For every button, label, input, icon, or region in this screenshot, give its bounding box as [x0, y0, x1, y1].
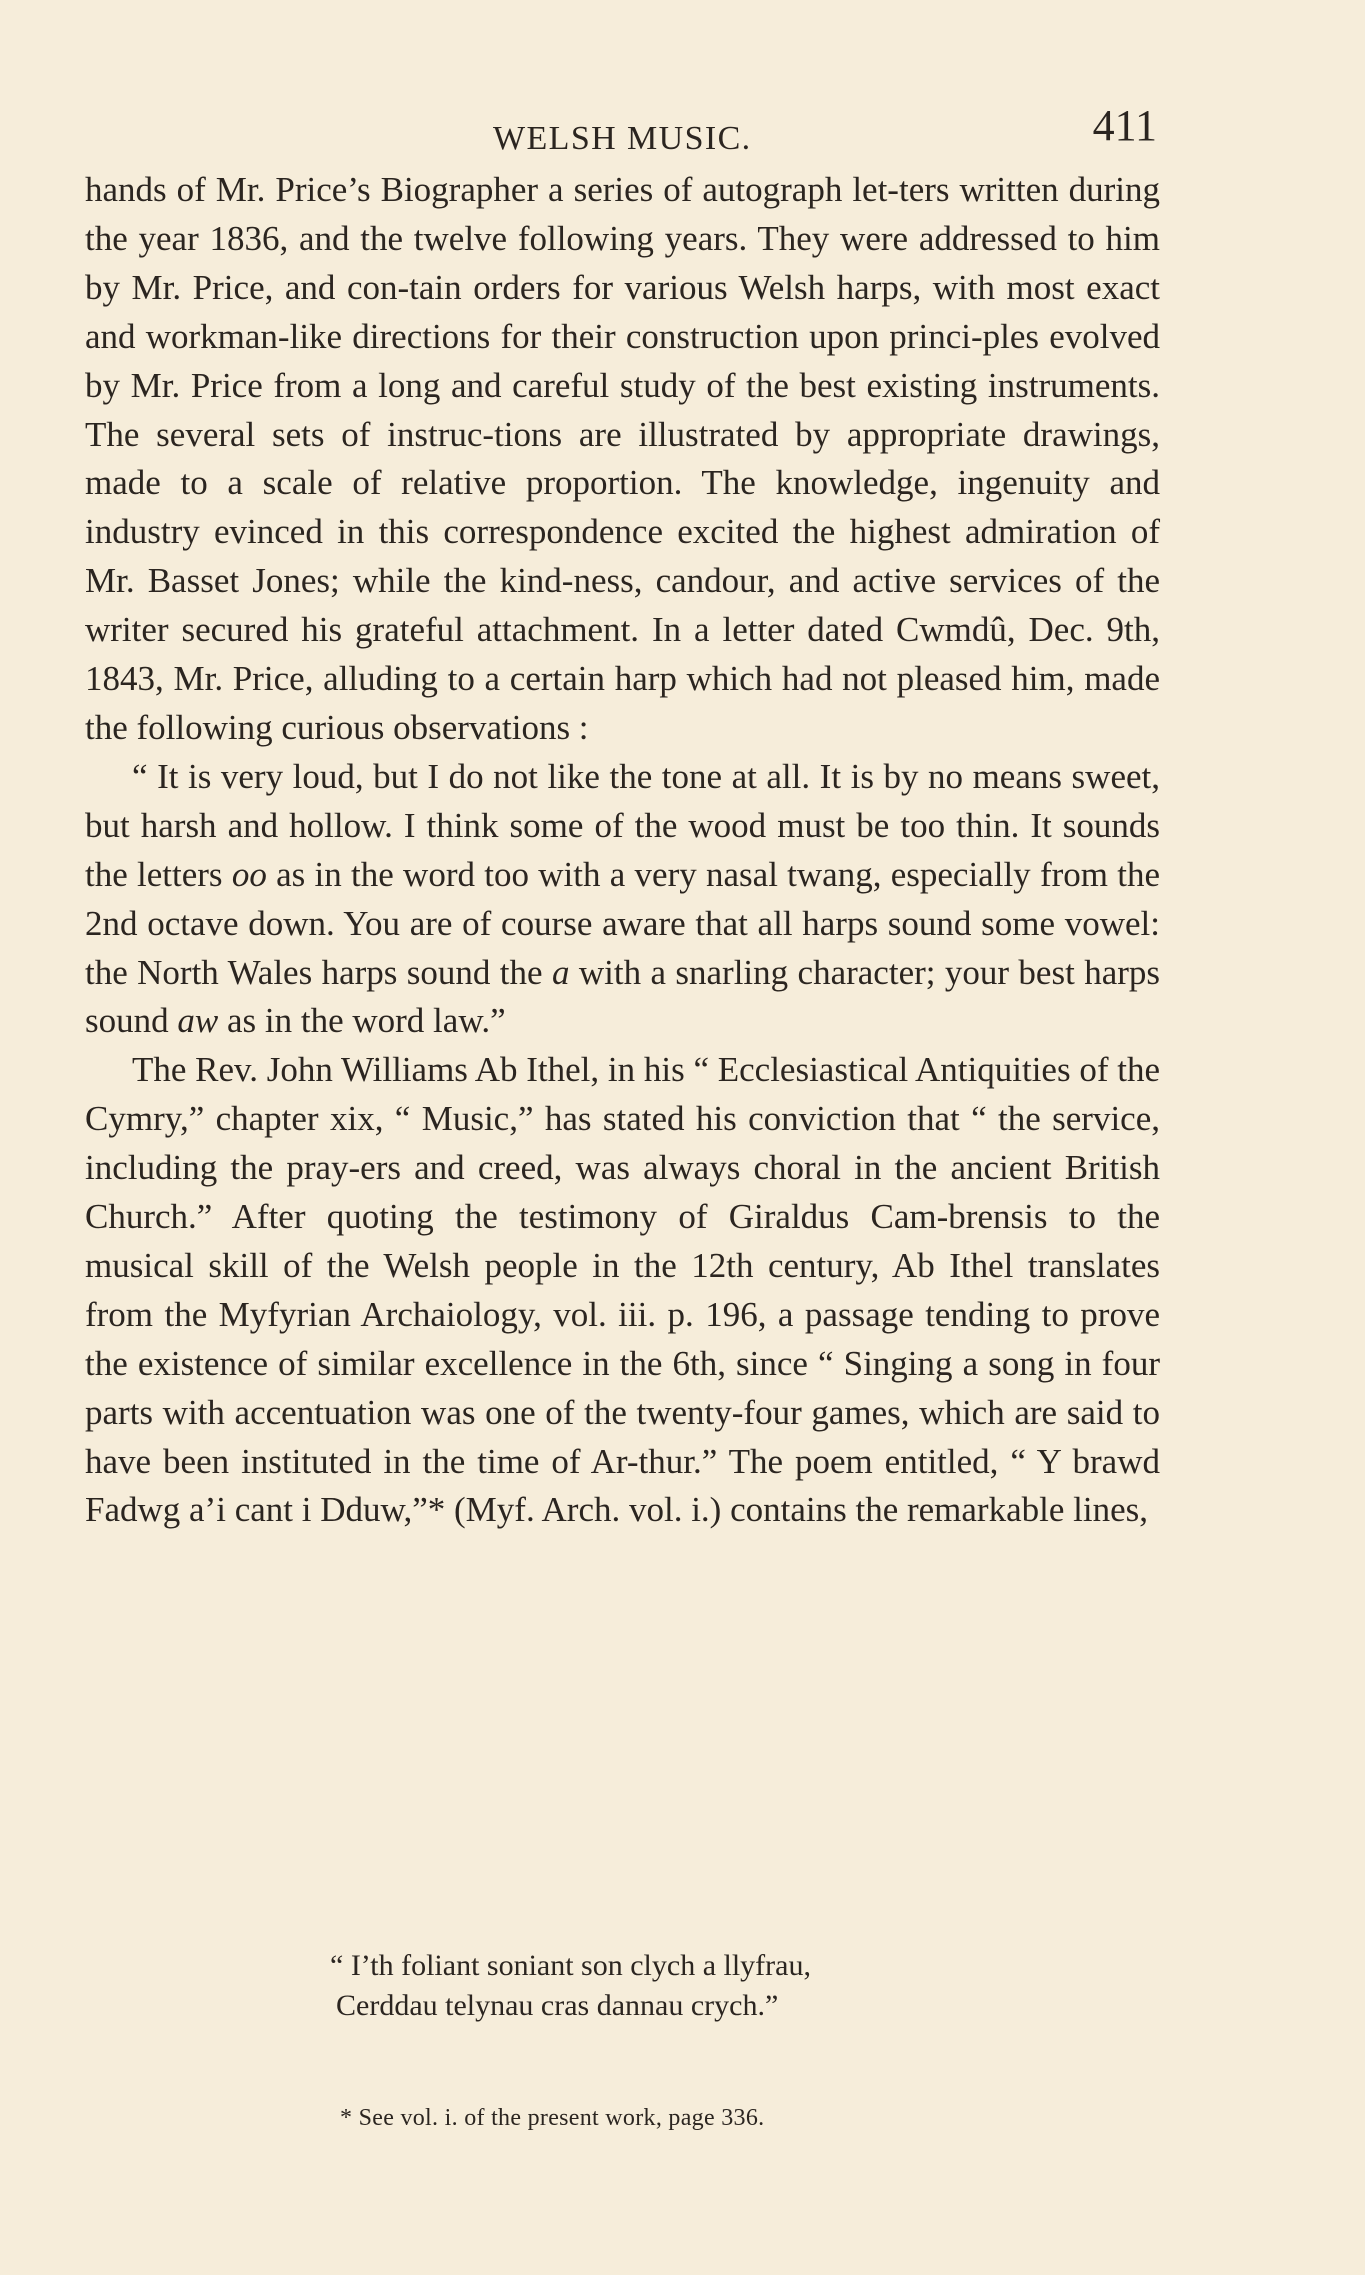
italic-letter-a: a [551, 952, 570, 992]
footnote: * See vol. i. of the present work, page 336. [340, 2105, 765, 2131]
paragraph-text: The Rev. John Williams Ab Ithel, in his “ Ecclesiastical Antiquities of the Cymry,” chapter xix, “ Music,” has stated his conviction that “ the service, including the pray-ers and creed, was always choral in the ancient British Church.” After quoting the testimony of Giraldus Cam-brensis to the musical skill of the Welsh people in the 12th century, Ab Ithel translates from the Myfyrian Archaiology, vol. iii. p. 196, a passage tending to prove the existence of similar excellence in the 6th, since “ Singing a song in four parts with accentuation was one of the twenty-four games, which are said to have been instituted in the time of Ar-thur.” The poem entitled, “ Y brawd Fadwg a’i cant i Dduw,”* (Myf. Arch. vol. i.) contains the remarkable lines, [85, 1050, 1160, 1530]
running-title: WELSH MUSIC. [493, 120, 752, 157]
quotation-text-part: as in the word law.” [218, 1001, 506, 1041]
quotation-text-part: as in the word too with a very nasal twang, especially from the 2nd octave down. You are of course aware that all harps sound some vowel: the North Wales harps sound the [85, 854, 1161, 992]
quotation-text-part: “ It is very loud, but I do not like the tone at all. It is by no means sweet, but harsh and hollow. I think some of the wood must be too thin. It sounds the letters [85, 756, 1160, 894]
italic-letters-aw: aw [177, 1001, 219, 1041]
quotation-text-part: with a snarling character; your best harps sound [85, 952, 1160, 1041]
verse-quotation [330, 1946, 1030, 2026]
paragraph-continuation [85, 166, 1160, 753]
italic-letters-oo: oo [231, 854, 267, 894]
body-text [85, 166, 1160, 1535]
page-number: 411 [1092, 101, 1157, 150]
verse-line: Cerddau telynau cras dannau crych.” [336, 1989, 779, 2022]
paragraph-text: hands of Mr. Price’s Biographer a series of autograph let-ters written during the year 1836, and the twelve following years. They were addressed to him by Mr. Price, and con-tain orders for various Welsh harps, with most exact and workman-like directions for their construction upon princi-ples evolved by Mr. Price from a long and careful study of the best existing instruments. The several sets of instruc-tions are illustrated by appropriate drawings, made to a scale of relative proportion. The knowledge, ingenuity and industry evinced in this correspondence excited the highest admiration of Mr. Basset Jones; while the kind-ness, candour, and active services of the writer secured his grateful attachment. In a letter dated Cwmdû, Dec. 9th, 1843, Mr. Price, alluding to a certain harp which had not pleased him, made the following curious observations : [85, 170, 1160, 747]
paragraph-ab-ithel [85, 1046, 1160, 1535]
page-header [83, 101, 1161, 164]
verse-line: “ I’th foliant soniant son clych a llyfrau, [330, 1949, 811, 1982]
paragraph-quotation [85, 753, 1160, 1046]
